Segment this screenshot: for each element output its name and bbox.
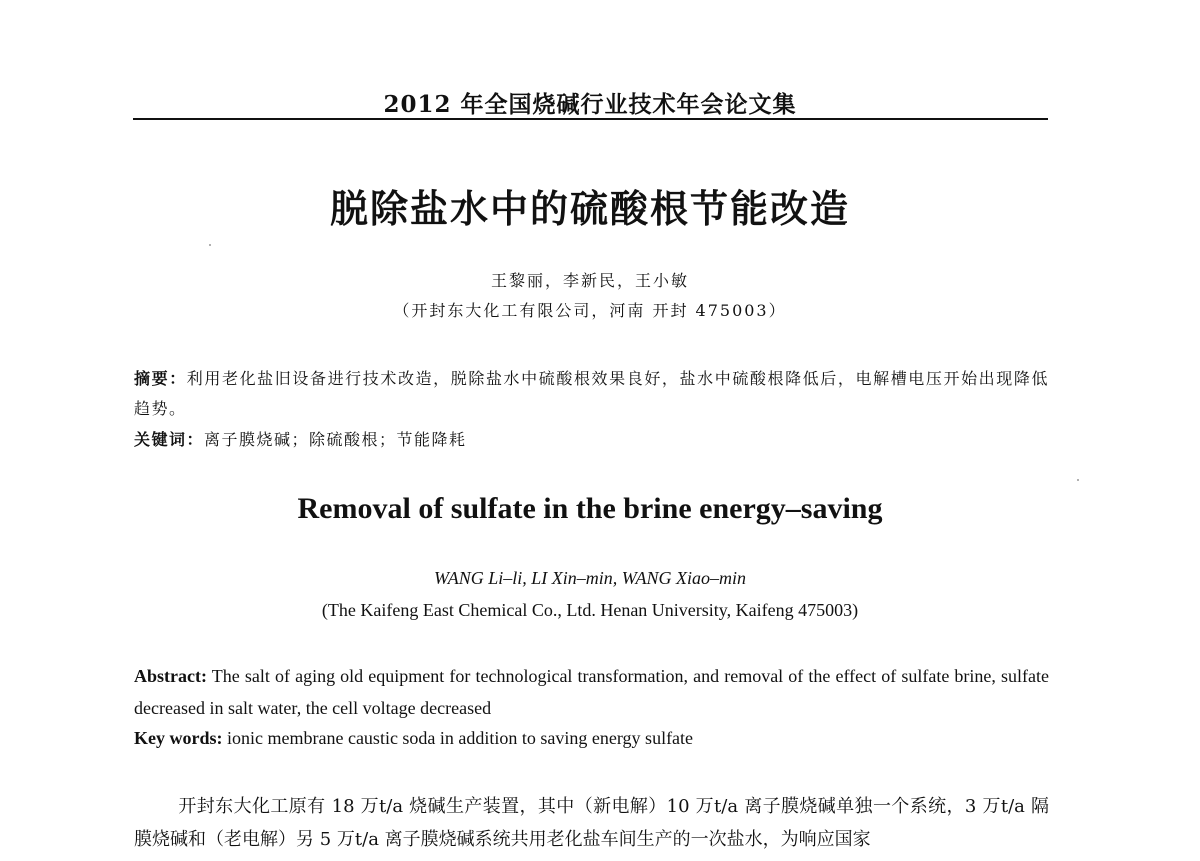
chinese-abstract-label: 摘要：	[134, 369, 187, 388]
english-title: Removal of sulfate in the brine energy–saving	[297, 492, 883, 525]
chinese-keywords-text: 离子膜烧碱；除硫酸根；节能降耗	[204, 430, 467, 449]
english-keywords-text: ionic membrane caustic soda in addition to saving energy sulfate	[227, 728, 694, 748]
chinese-title: 脱除盐水中的硫酸根节能改造	[329, 187, 850, 231]
running-head: 2012 年全国烧碱行业技术年会论文集	[383, 91, 797, 118]
chinese-keywords-label: 关键词：	[134, 430, 205, 449]
header-rule	[133, 118, 1048, 120]
chinese-abstract-text: 利用老化盐旧设备进行技术改造，脱除盐水中硫酸根效果良好，盐水中硫酸根降低后，电解槽电压开始出现降低趋势。	[134, 369, 1049, 418]
english-affiliation: (The Kaifeng East Chemical Co., Ltd. Henan University, Kaifeng 475003)	[321, 600, 859, 620]
chinese-authors: 王黎丽，李新民，王小敏	[490, 271, 689, 290]
chinese-abstract	[134, 364, 1049, 424]
scan-speck	[209, 244, 211, 246]
english-abstract-label: Abstract:	[134, 666, 207, 686]
english-abstract	[134, 660, 1049, 724]
english-keywords	[134, 728, 1049, 749]
scan-speck	[1077, 479, 1079, 481]
body-paragraph	[134, 790, 1049, 856]
english-authors: WANG Li–li, LI Xin–min, WANG Xiao–min	[434, 568, 746, 588]
english-abstract-text: The salt of aging old equipment for technological transformation, and removal of the effect of sulfate brine, sulfate decreased in salt water, the cell voltage decreased	[134, 666, 1049, 718]
chinese-affiliation: （开封东大化工有限公司，河南 开封 475003）	[393, 301, 787, 320]
body-paragraph-text: 开封东大化工原有 18 万t/a 烧碱生产装置，其中（新电解）10 万t/a 离子膜烧碱单独一个系统，3 万t/a 隔膜烧碱和（老电解）另 5 万t/a 离子膜烧碱系统共用老化盐车间生产的一次盐水，为响应国家	[134, 796, 1049, 850]
chinese-keywords	[134, 427, 1049, 450]
english-keywords-label: Key words:	[134, 728, 223, 748]
